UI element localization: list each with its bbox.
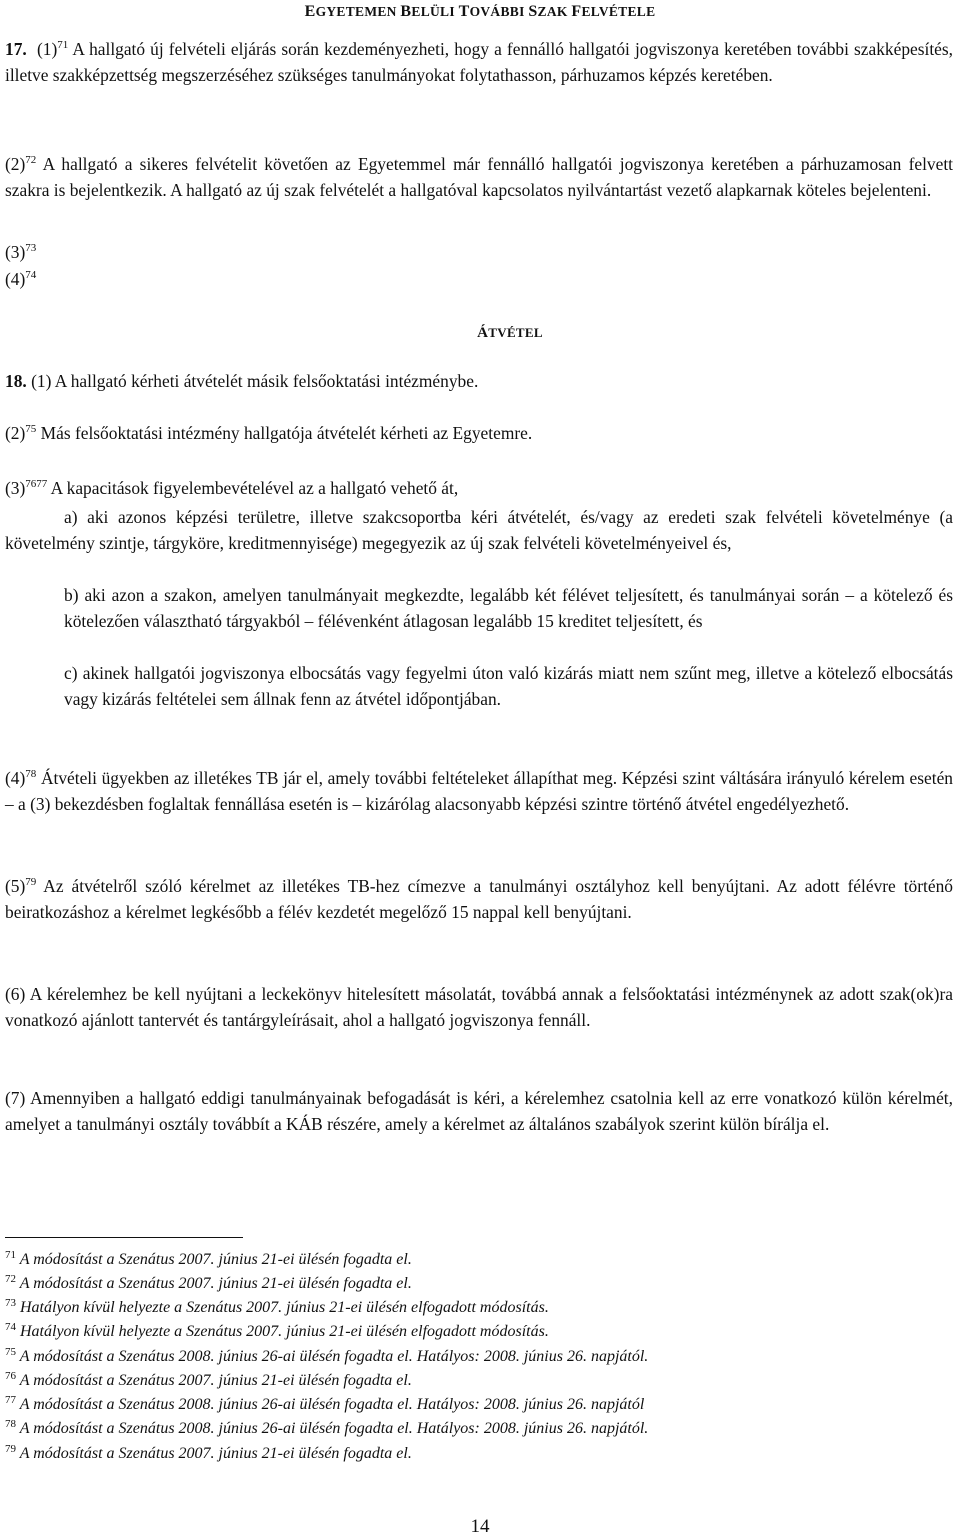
paragraph-17-4 <box>5 267 953 293</box>
footnote-separator <box>5 1237 243 1238</box>
heading-part: ELÜLI <box>411 4 459 19</box>
footnote-ref[interactable]: 74 <box>25 269 37 281</box>
footnote-number: 79 <box>5 1443 16 1455</box>
footnote-ref[interactable]: 79 <box>25 876 37 888</box>
paragraph-17-2 <box>5 152 953 203</box>
footnote-text: A módosítást a Szenátus 2008. június 26-ai ülésén fogadta el. Hatályos: 2008. június 26. napjától <box>19 1396 645 1413</box>
heading-part: ZAK <box>537 4 572 19</box>
paragraph-text: (6) A kérelemhez be kell nyújtani a leckekönyv hitelesített másolatát, továbbá annak a felsőoktatási intézménynek az adott szak(ok)ra vonatkozó ajánlott tantervét és tantárgyleírásait, ahol a hallgató jogviszonya fennáll. <box>5 984 953 1030</box>
paragraph-number: (1) <box>36 39 58 59</box>
paragraph-18-7 <box>5 1086 953 1137</box>
paragraph-18-5 <box>5 874 953 925</box>
footnote-number: 78 <box>5 1418 16 1430</box>
footnote-text: Hatályon kívül helyezte a Szenátus 2007. június 21-ei ülésén elfogadott módosítás. <box>20 1299 549 1316</box>
paragraph-17-1 <box>5 37 953 88</box>
section-number: 18. <box>5 371 27 391</box>
paragraph-number: (5) <box>5 876 26 896</box>
section-number: 17. <box>5 39 27 59</box>
paragraph-number: (3) <box>5 242 26 262</box>
paragraph-18-3 <box>5 476 953 502</box>
heading-cap: E <box>304 3 316 20</box>
paragraph-18-6 <box>5 982 953 1033</box>
section-title <box>0 325 960 342</box>
paragraph-18-4 <box>5 766 953 817</box>
footnote-number: 74 <box>5 1321 16 1333</box>
footnote-73 <box>5 1299 549 1317</box>
footnote-text: A módosítást a Szenátus 2008. június 26-ai ülésén fogadta el. Hatályos: 2008. június 26. napjától. <box>19 1420 649 1437</box>
paragraph-text: A kapacitások figyelembevételével az a hallgató vehető át, <box>50 478 459 498</box>
heading-cap: F <box>571 3 582 20</box>
paragraph-18-2 <box>5 421 953 447</box>
footnote-number: 72 <box>5 1273 16 1285</box>
footnote-text: A módosítást a Szenátus 2007. június 21-ei ülésén fogadta el. <box>19 1275 412 1292</box>
footnote-75 <box>5 1348 648 1366</box>
heading-cap: S <box>528 3 538 20</box>
footnote-ref[interactable]: 71 <box>57 39 69 51</box>
footnote-ref[interactable]: 75 <box>25 423 37 435</box>
footnote-number: 76 <box>5 1370 16 1382</box>
list-item-text: a) aki azonos képzési területre, illetve szakcsoportba kéri átvételét, és/vagy az eredeti szak felvételi követelménye (a követelmény szintje, tárgyköre, kreditmennyisége) megegyezik az új szak felvételi követelményeivel és, <box>5 507 953 553</box>
footnote-74 <box>5 1323 549 1341</box>
footnote-number: 77 <box>5 1394 16 1406</box>
footnote-76 <box>5 1372 412 1390</box>
footnote-number: 73 <box>5 1297 16 1309</box>
paragraph-text: (1) A hallgató kérheti átvételét másik felsőoktatási intézménybe. <box>31 371 479 391</box>
list-item-text: b) aki azon a szakon, amelyen tanulmányait megkezdte, legalább két félévet teljesített, és tanulmányai során – a kötelező és kötelezően választható tárgyakból – félévenként átlagosan legalább 15 kreditet teljesített, és <box>64 585 953 631</box>
footnote-ref[interactable]: 78 <box>25 768 37 780</box>
title-rest: TVÉTEL <box>488 325 543 340</box>
heading-cap: B <box>400 3 412 20</box>
footnote-text: A módosítást a Szenátus 2007. június 21-ei ülésén fogadta el. <box>19 1372 412 1389</box>
footnote-ref[interactable]: 72 <box>25 154 37 166</box>
paragraph-number: (2) <box>5 154 26 174</box>
heading-part: OVÁBBI <box>469 4 529 19</box>
footnote-text: Hatályon kívül helyezte a Szenátus 2007. június 21-ei ülésén elfogadott módosítás. <box>20 1323 549 1340</box>
paragraph-text: Az átvételről szóló kérelmet az illetékes TB-hez címezve a tanulmányi osztályhoz kell benyújtani. Az adott félévre történő beiratkozáshoz a kérelmet legkésőbb a félév kezdetét megelőző 15 nappal kell benyújtani. <box>5 876 953 922</box>
page-number: 14 <box>470 1516 490 1537</box>
list-item-a-text <box>5 505 953 556</box>
footnote-number: 75 <box>5 1346 16 1358</box>
footnote-ref[interactable]: 73 <box>25 242 37 254</box>
paragraph-text: A hallgató a sikeres felvételit követően az Egyetemmel már fennálló hallgatói jogviszonya keretében a párhuzamosan felvett szakra is bejelentkezik. A hallgató az új szak felvételét a hallgatóval kapcsolatos nyilvántartást vezető alapkarnak köteles bejelenteni. <box>5 154 953 200</box>
chapter-heading <box>0 3 960 21</box>
paragraph-text: (7) Amennyiben a hallgató eddigi tanulmányainak befogadását is kéri, a kérelemhez csatolnia kell az erre vonatkozó külön kérelmét, amelyet a tanulmányi osztály továbbít a KÁB részére, amely a kérelmet az általános szabályok szerint külön bírálja el. <box>5 1088 953 1134</box>
footnote-79 <box>5 1445 412 1463</box>
list-item-c <box>64 661 953 712</box>
paragraph-17-3 <box>5 240 953 266</box>
footnote-77 <box>5 1396 644 1414</box>
heading-cap: T <box>458 3 470 20</box>
list-item-b <box>64 583 953 634</box>
paragraph-number: (4) <box>5 269 26 289</box>
footnote-72 <box>5 1275 412 1293</box>
heading-part: ELVÉTELE <box>581 4 656 19</box>
heading-part: GYETEMEN <box>315 4 401 19</box>
footnote-text: A módosítást a Szenátus 2007. június 21-ei ülésén fogadta el. <box>19 1445 412 1462</box>
paragraph-text: Más felsőoktatási intézmény hallgatója átvételét kérheti az Egyetemre. <box>40 423 533 443</box>
footnote-71 <box>5 1251 412 1269</box>
footnote-text: A módosítást a Szenátus 2008. június 26-ai ülésén fogadta el. Hatályos: 2008. június 26. napjától. <box>19 1348 649 1365</box>
title-cap: Á <box>477 325 489 341</box>
footnote-number: 71 <box>5 1249 16 1261</box>
footnote-78 <box>5 1420 648 1438</box>
paragraph-number: (3) <box>5 478 26 498</box>
footnote-text: A módosítást a Szenátus 2007. június 21-ei ülésén fogadta el. <box>19 1251 412 1268</box>
footnote-ref[interactable]: 7677 <box>25 478 48 490</box>
paragraph-number: (4) <box>5 768 26 788</box>
paragraph-18-1 <box>5 369 953 395</box>
paragraph-text: Átvételi ügyekben az illetékes TB jár el, amely további feltételeket állapíthat meg. Képzési szint váltására irányuló kérelem esetén – a (3) bekezdésben foglaltak fennállása esetén is – kizárólag alacsonyabb képzési szintre történő átvétel engedélyezhető. <box>5 768 953 814</box>
list-item-text: c) akinek hallgatói jogviszonya elbocsátás vagy fegyelmi úton való kizárás miatt nem szűnt meg, illetve a kötelező elbocsátás vagy kizárás feltételei sem állnak fenn az átvétel időpontjában. <box>64 663 953 709</box>
paragraph-number: (2) <box>5 423 26 443</box>
paragraph-text: A hallgató új felvételi eljárás során kezdeményezheti, hogy a fennálló hallgatói jogviszonya keretében további szakképesítés, illetve szakképzettség megszerzéséhez szükséges tanulmányokat folytathasson, párhuzamos képzés keretében. <box>5 39 954 85</box>
